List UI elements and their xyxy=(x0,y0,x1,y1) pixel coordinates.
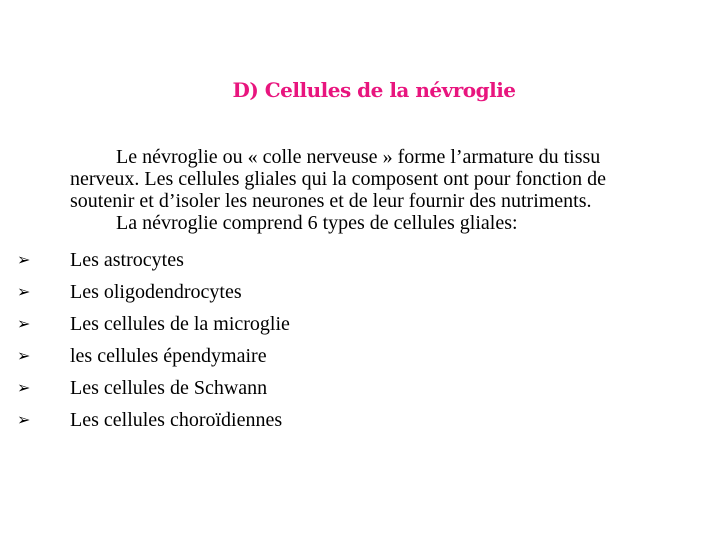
slide-title: D) Cellules de la névroglie xyxy=(232,78,516,102)
list-item xyxy=(17,244,670,276)
list-item xyxy=(17,276,670,308)
arrowhead-bullet-icon: ➢ xyxy=(17,410,31,429)
list-intro: La névroglie comprend 6 types de cellules gliales: xyxy=(116,212,518,234)
arrowhead-bullet-icon: ➢ xyxy=(17,282,31,301)
arrowhead-bullet-icon: ➢ xyxy=(17,250,31,269)
arrowhead-bullet-icon: ➢ xyxy=(17,378,31,397)
list-item-label: Les astrocytes xyxy=(70,249,184,271)
list-item-label: Les cellules choroïdiennes xyxy=(70,409,283,431)
list-item xyxy=(17,340,670,372)
list-item-label: Les cellules de Schwann xyxy=(70,377,268,399)
arrowhead-bullet-icon: ➢ xyxy=(17,346,31,365)
body-paragraph: Le névroglie ou « colle nerveuse » forme l’armature du tissu nerveux. Les cellules gliales qui la composent ont pour fonction de soutenir et d’isoler les neurones et de leur fournir des nutriments. xyxy=(70,146,606,212)
list-item xyxy=(17,404,670,436)
list-item-label: les cellules épendymaire xyxy=(70,345,267,367)
list-item xyxy=(17,372,670,404)
cell-types-list xyxy=(17,244,670,436)
list-item-label: Les oligodendrocytes xyxy=(70,281,242,303)
list-item-label: Les cellules de la microglie xyxy=(70,313,290,335)
slide-body xyxy=(17,146,670,436)
arrowhead-bullet-icon: ➢ xyxy=(17,314,31,333)
list-item xyxy=(17,308,670,340)
